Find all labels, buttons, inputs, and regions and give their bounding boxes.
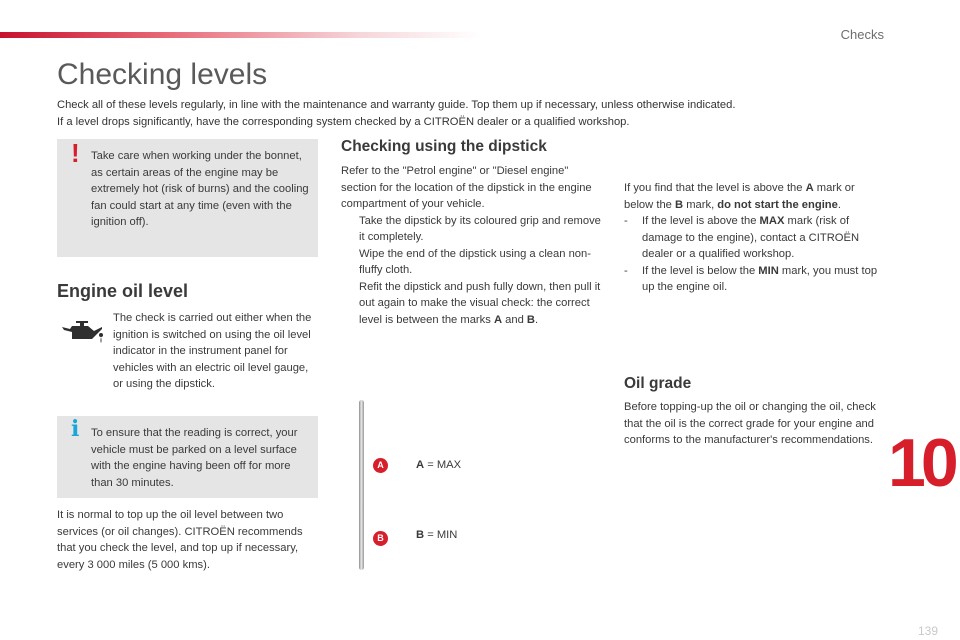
level-instructions xyxy=(624,180,886,296)
oil-grade-text: Before topping-up the oil or changing the oil, check that the oil is the correct grade for your engine and conforms to the manufacturer's recommendations. xyxy=(624,401,876,446)
oil-grade-heading: Oil grade xyxy=(624,375,692,392)
dipstick-steps xyxy=(341,213,603,329)
dipstick-instructions xyxy=(341,163,603,328)
text-run: mark (risk of damage to the engine), contact a CITROËN dealer or a qualified workshop. xyxy=(642,215,860,260)
dash-bullet: - xyxy=(624,215,628,227)
dipstick-heading: Checking using the dipstick xyxy=(341,138,547,155)
text-run: . xyxy=(837,198,841,211)
dipstick-step xyxy=(341,279,603,329)
warning-icon: ! xyxy=(71,138,80,168)
level-case-min xyxy=(624,263,886,296)
mark-a-ref: A xyxy=(805,182,814,194)
warning-phrase: do not start the engine xyxy=(717,198,838,211)
dipstick-step xyxy=(341,246,603,279)
warning-box xyxy=(57,139,318,257)
dash-bullet: - xyxy=(624,264,628,277)
level-case-max xyxy=(624,213,886,263)
label-a-max xyxy=(416,459,461,471)
step-text: Wipe the end of the dipstick using a clean non-fluffy cloth. xyxy=(359,247,591,276)
marker-b-badge: B xyxy=(373,531,388,546)
text-run: mark, you must top up the engine oil. xyxy=(642,264,878,293)
text-run: mark, xyxy=(683,198,718,211)
text-run: If the level is below the xyxy=(642,264,759,277)
mark-b-ref: B xyxy=(526,313,536,326)
engine-oil-text: The check is carried out either when the ignition is switched on using the oil level indicator in the instrument panel for vehicles with an electric oil level gauge, or using the dipstick. xyxy=(113,312,312,390)
mark-b-ref: B xyxy=(675,198,684,211)
step-text: . xyxy=(535,313,539,326)
section-title: Checks xyxy=(840,27,884,42)
label-key: B xyxy=(416,529,425,541)
warning-text: Take care when working under the bonnet, as certain areas of the engine may be extremely hot (risk of burns) and the cooling fan could start at any time (even with the ignition off). xyxy=(91,150,309,228)
intro-text xyxy=(57,97,917,131)
intro-line-1: Check all of these levels regularly, in line with the maintenance and warranty guide. Top them up if necessary, unless otherwise indicated. xyxy=(57,99,736,111)
header-accent-bar xyxy=(0,32,480,38)
step-text: Take the dipstick by its coloured grip and remove it completely. xyxy=(359,214,601,243)
info-icon: i xyxy=(71,416,80,442)
marker-a-badge: A xyxy=(373,458,388,473)
level-cases xyxy=(624,213,886,296)
step-text: Refit the dipstick and push fully down, then pull it out again to make the visual check: the correct level is between the marks xyxy=(359,280,601,326)
text-run: If the level is above the xyxy=(642,215,760,227)
step-text: and xyxy=(502,313,527,326)
engine-oil-heading: Engine oil level xyxy=(57,281,189,301)
max-ref: MAX xyxy=(759,215,785,227)
dipstick-step xyxy=(341,213,603,246)
page-number: 139 xyxy=(917,624,938,638)
text-run: mark or below the xyxy=(624,182,855,211)
chapter-number: 10 xyxy=(888,425,954,501)
text-run: If you find that the level is above the xyxy=(624,182,806,194)
dipstick-intro: Refer to the "Petrol engine" or "Diesel engine" section for the location of the dipstick in the engine compartment of your vehicle. xyxy=(341,165,592,210)
label-b-min xyxy=(416,529,457,541)
label-value: = MAX xyxy=(424,459,462,471)
label-key: A xyxy=(416,459,425,471)
page-title: Checking levels xyxy=(57,58,268,91)
top-up-text: It is normal to top up the oil level between two services (or oil changes). CITROËN recommends that you check the level, and top up if necessary, every 3 000 miles (5 000 kms). xyxy=(57,509,303,571)
label-value: = MIN xyxy=(424,529,458,541)
min-ref: MIN xyxy=(758,264,779,277)
info-box xyxy=(57,416,318,498)
intro-line-2: If a level drops significantly, have the corresponding system checked by a CITROËN dealer or a qualified workshop. xyxy=(57,116,630,128)
oil-can-icon xyxy=(60,317,104,347)
info-text: To ensure that the reading is correct, your vehicle must be parked on a level surface with the engine having been off for more than 30 minutes. xyxy=(91,427,298,489)
dipstick-illustration xyxy=(359,400,364,570)
level-check-text xyxy=(624,180,886,213)
mark-a-ref: A xyxy=(493,313,503,326)
